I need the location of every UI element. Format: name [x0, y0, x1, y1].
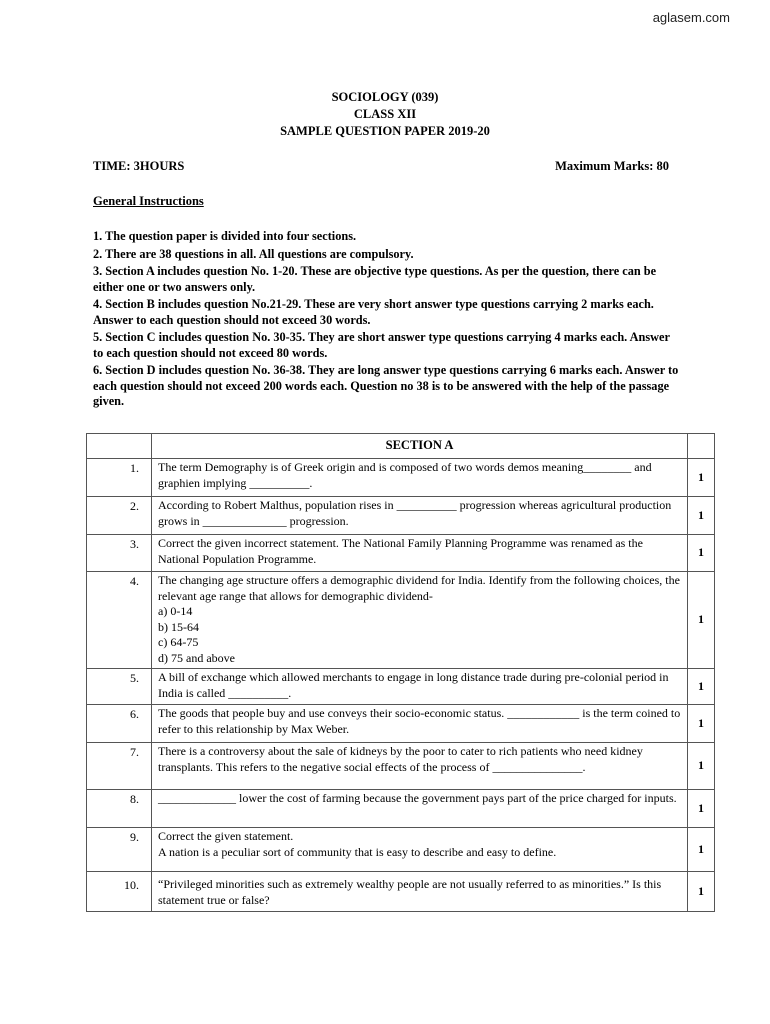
question-number: 8.	[87, 790, 152, 828]
question-number: 5.	[87, 669, 152, 705]
answer-option: b) 15-64	[158, 619, 199, 634]
question-number: 4.	[87, 572, 152, 669]
question-text: The term Demography is of Greek origin and is composed of two words demos meaning________ and graphien implying __________.	[152, 459, 688, 497]
section-a-table	[86, 433, 715, 912]
subject-title: SOCIOLOGY (039)	[331, 90, 439, 104]
question-text: Correct the given statement.	[158, 829, 294, 843]
question-text-block	[152, 828, 688, 872]
class-title: CLASS XII	[353, 107, 417, 121]
question-marks: 1	[688, 669, 715, 705]
max-marks-label: Maximum Marks: 80	[555, 159, 669, 173]
instruction-item: 6. Section D includes question No. 36-38. They are long answer type questions carrying 6 marks each. Answer to each question should not exceed 200 words each. Question no 38 is to be answered with the help of the passage given.	[93, 363, 679, 408]
question-text: _____________ lower the cost of farming because the government pays part of the price charged for inputs.	[152, 790, 688, 828]
question-number: 7.	[87, 743, 152, 790]
question-text: According to Robert Malthus, population rises in __________ progression whereas agricultural production grows in ______________ progression.	[152, 497, 688, 535]
question-text: The goods that people buy and use conveys their socio-economic status. ____________ is the term coined to refer to this relationship by Max Weber.	[152, 705, 688, 743]
site-watermark: aglasem.com	[652, 10, 730, 25]
question-row	[87, 743, 715, 790]
question-marks: 1	[688, 459, 715, 497]
instruction-item: 4. Section B includes question No.21-29. These are very short answer type questions carrying 2 marks each. Answer to each question should not exceed 30 words.	[93, 297, 654, 327]
instruction-item: 1. The question paper is divided into four sections.	[93, 229, 357, 243]
paper-header	[0, 89, 770, 140]
exam-meta	[93, 159, 669, 174]
time-label: TIME: 3HOURS	[93, 159, 185, 173]
question-text: Correct the given incorrect statement. The National Family Planning Programme was renamed as the National Population Programme.	[152, 535, 688, 572]
instruction-item: 5. Section C includes question No. 30-35. They are short answer type questions carrying 4 marks each. Answer to each question should not exceed 80 words.	[93, 330, 670, 360]
question-text-block	[152, 572, 688, 669]
question-statement: A nation is a peculiar sort of community that is easy to describe and easy to define.	[158, 844, 557, 859]
question-number: 3.	[87, 535, 152, 572]
question-number: 10.	[87, 872, 152, 912]
question-text: The changing age structure offers a demographic dividend for India. Identify from the following choices, the relevant age range that allows for demographic dividend-	[158, 573, 680, 603]
question-marks: 1	[688, 828, 715, 872]
question-number: 9.	[87, 828, 152, 872]
question-row	[87, 705, 715, 743]
question-number: 6.	[87, 705, 152, 743]
question-row	[87, 535, 715, 572]
paper-title: SAMPLE QUESTION PAPER 2019-20	[280, 124, 490, 138]
question-marks: 1	[688, 872, 715, 912]
question-number: 1.	[87, 459, 152, 497]
question-row	[87, 828, 715, 872]
question-marks: 1	[688, 497, 715, 535]
question-row	[87, 572, 715, 669]
question-marks: 1	[688, 572, 715, 669]
question-row	[87, 790, 715, 828]
question-number: 2.	[87, 497, 152, 535]
general-instructions-title: General Instructions	[93, 194, 204, 208]
instruction-item: 3. Section A includes question No. 1-20. These are objective type questions. As per the question, there can be either one or two answers only.	[93, 264, 657, 294]
question-row	[87, 497, 715, 535]
question-text: A bill of exchange which allowed merchants to engage in long distance trade during pre-colonial period in India is called __________.	[152, 669, 688, 705]
question-text: There is a controversy about the sale of kidneys by the poor to cater to rich patients who need kidney transplants. This refers to the negative social effects of the process of _______________.	[152, 743, 688, 790]
section-title: SECTION A	[152, 434, 688, 459]
question-marks: 1	[688, 535, 715, 572]
answer-option: d) 75 and above	[158, 650, 235, 665]
question-row	[87, 459, 715, 497]
answer-option: a) 0-14	[158, 604, 193, 618]
question-text: “Privileged minorities such as extremely wealthy people are not usually referred to as minorities.” Is this statement true or false?	[152, 872, 688, 912]
question-marks: 1	[688, 705, 715, 743]
question-row	[87, 872, 715, 912]
answer-option: c) 64-75	[158, 635, 199, 649]
section-header-row	[87, 434, 715, 459]
question-marks: 1	[688, 790, 715, 828]
question-row	[87, 669, 715, 705]
instruction-item: 2. There are 38 questions in all. All questions are compulsory.	[93, 246, 414, 261]
question-marks: 1	[688, 743, 715, 790]
general-instructions-list	[93, 229, 683, 412]
